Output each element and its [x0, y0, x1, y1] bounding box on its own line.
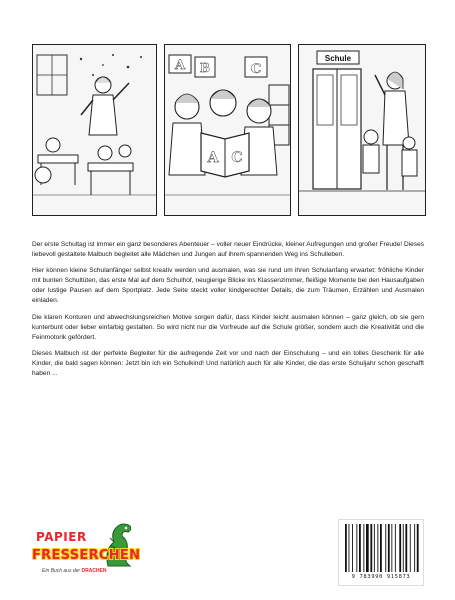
letter-c: C — [250, 62, 262, 77]
logo-tagline — [42, 568, 106, 574]
logo-text-line2: FRESSERCHEN — [32, 548, 141, 563]
paragraph-4: Dieses Malbuch ist der perfekte Begleiter für die aufregende Zeit vor und nach der Einschulung – und ein tolles Geschenk für alle Kinder, die bald sagen können: Jetzt bin ich ein Schulkind! Und natürlich auch für alle Kinder, die das erste Schuljahr schon geschafft haben ... — [32, 349, 424, 378]
illustration-kids-reading — [164, 44, 291, 216]
publisher-logo — [30, 520, 141, 582]
book-letter-a: A — [207, 150, 219, 166]
logo-tag-highlight: DRACHEN — [81, 568, 107, 574]
logo-text-line1: PAPIER — [36, 530, 87, 544]
illustration-school-entrance — [298, 44, 426, 216]
letter-b: B — [199, 61, 211, 75]
description-text — [32, 240, 424, 385]
barcode-bars — [339, 520, 423, 576]
illustration-teacher-classroom — [32, 44, 157, 216]
letter-a: A — [174, 58, 186, 73]
paragraph-2: Hier können kleine Schulanfänger selbst kreativ werden und ausmalen, was sie rund um ihren Schulanfang erwartet: fröhliche Kinder mit bunten Schultüten, das erste Mal auf dem Schulhof, neugierige Blicke ins Klassenzimmer, fleißige Momente bei den Hausaufgaben oder lustige Pausen auf dem Sportplatz. Jede Seite steckt voller kindgerechter Details, die zum Träumen, Erzählen und Ausmalen einladen. — [32, 267, 424, 305]
isbn-number: 9 783990 915873 — [351, 574, 411, 580]
reading-drawing — [165, 45, 290, 215]
classroom-drawing — [33, 45, 156, 215]
paragraph-1: Der erste Schultag ist immer ein ganz besonderes Abenteuer – voller neuer Eindrücke, kleiner Aufregungen und großer Freude! Dieses liebevoll gestaltete Malbuch begleitet alle Mädchen und Jungen auf ihrem spannenden Weg ins Schulleben. — [32, 241, 424, 259]
school-sign: Schule — [324, 54, 352, 63]
book-letter-c: C — [231, 150, 243, 166]
logo-tag-prefix: Ein Buch aus der — [42, 568, 81, 574]
paragraph-3: Die klaren Konturen und abwechslungsreichen Motive sorgen dafür, dass Kinder leicht ausmalen können – ganz gleich, ob sie gern kunterbunt oder lieber einfarbig gestalten. So wird nicht nur die Vorfreude auf die Schule größer, sondern auch die Kreativität und die Feinmotorik gefördert. — [32, 313, 424, 341]
entrance-drawing — [299, 45, 425, 215]
barcode — [338, 519, 424, 586]
